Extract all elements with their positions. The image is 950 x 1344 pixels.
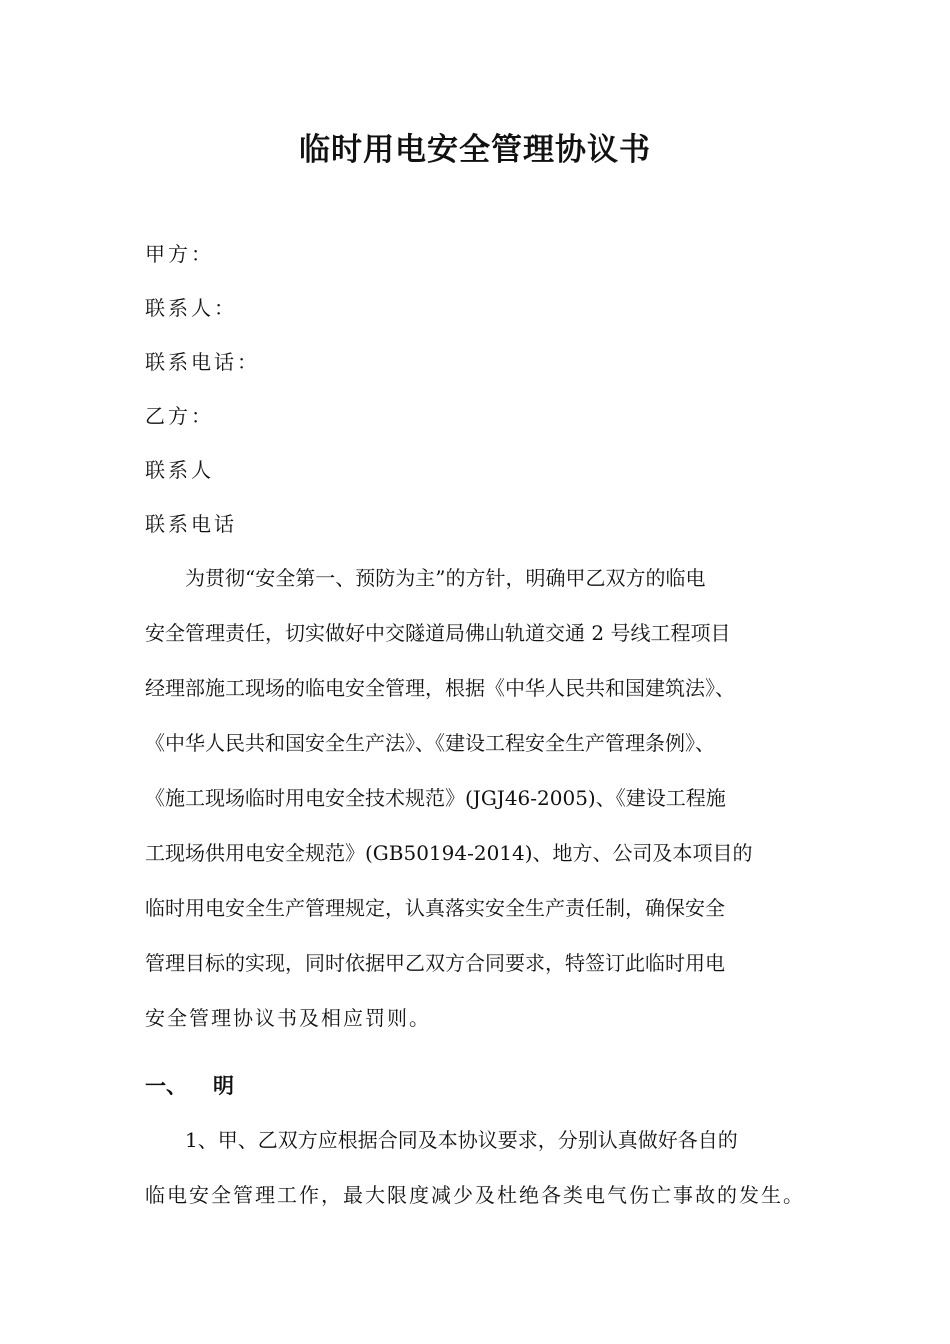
paragraph-line: 管理目标的实现，同时依据甲乙双方合同要求，特签订此临时用电 xyxy=(145,951,725,975)
party-a-field: 甲方： xyxy=(145,242,214,266)
document-title: 临时用电安全管理协议书 xyxy=(299,132,651,168)
paragraph-line: 临电安全管理工作，最大限度减少及杜绝各类电气伤亡事故的发生。 xyxy=(145,1183,805,1207)
paragraph-line: 《中华人民共和国安全生产法》、《建设工程安全生产管理条例》、 xyxy=(145,731,715,755)
party-b-contact-field: 联系人 xyxy=(145,458,214,482)
party-a-phone-field: 联系电话： xyxy=(145,350,260,374)
party-b-field: 乙方： xyxy=(145,404,214,428)
paragraph-line: 经理部施工现场的临电安全管理，根据《中华人民共和国建筑法》、 xyxy=(145,676,735,700)
section-title: 明 xyxy=(213,1073,234,1098)
paragraph-line: 临时用电安全生产管理规定，认真落实安全生产责任制，确保安全 xyxy=(145,896,725,920)
paragraph-line: 1、甲、乙双方应根据合同及本协议要求，分别认真做好各自的 xyxy=(145,1128,738,1152)
paragraph-line: 安全管理责任，切实做好中交隧道局佛山轨道交通 2 号线工程项目 xyxy=(145,621,731,645)
paragraph-line: 安全管理协议书及相应罚则。 xyxy=(145,1006,431,1030)
paragraph-line: 《施工现场临时用电安全技术规范》(JGJ46-2005)、《建设工程施 xyxy=(145,786,726,810)
paragraph-line: 为贯彻“安全第一、预防为主”的方针，明确甲乙双方的临电 xyxy=(145,566,706,590)
party-a-contact-field: 联系人： xyxy=(145,296,237,320)
section-number: 一、 xyxy=(145,1073,187,1098)
party-b-phone-field: 联系电话 xyxy=(145,512,237,536)
section-heading xyxy=(145,1070,234,1100)
paragraph-line: 工现场供用电安全规范》(GB50194-2014)、地方、公司及本项目的 xyxy=(145,841,753,865)
